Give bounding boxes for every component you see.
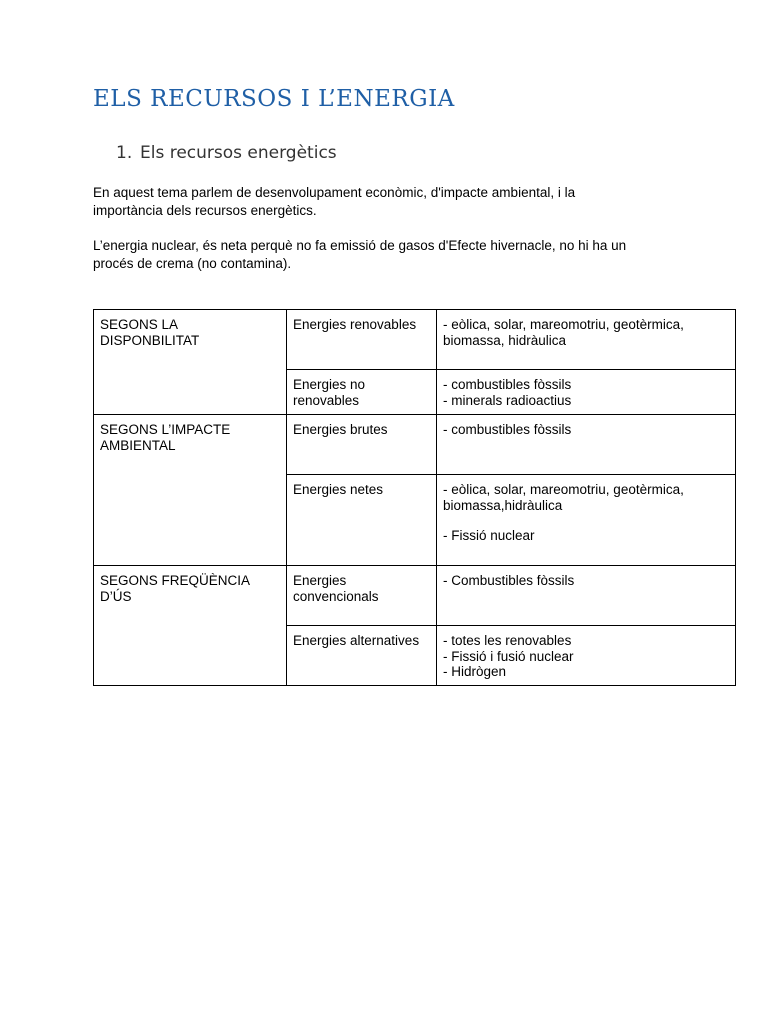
group-label-cell [94,310,287,415]
examples-cell [437,626,736,686]
energy-type-cell [287,566,437,626]
group-label-cell [94,415,287,566]
examples-cell [437,415,736,475]
group-label-line: SEGONS LA [100,317,179,332]
group-label-cell [94,566,287,686]
group-label-line: AMBIENTAL [100,437,176,453]
examples-cell [437,370,736,415]
examples-cell [437,475,736,566]
nuclear-paragraph [93,237,683,273]
example-line: - Combustibles fòssils [443,573,575,588]
energy-type-line: Energies alternatives [293,633,420,648]
example-line: - Hidrògen [443,664,507,679]
section-heading [116,143,337,163]
table-row [94,415,736,475]
example-line: - Fissió nuclear [443,528,535,543]
group-label-line: DISPONBILITAT [100,332,200,348]
energy-type-line: Energies renovables [293,317,417,332]
page-title: ELS RECURSOS I L’ENERGIA [93,86,455,112]
section-title: Els recursos energètics [140,143,337,163]
energy-type-line: Energies [293,573,347,588]
energy-type-line: renovables [293,392,360,408]
energy-type-cell [287,626,437,686]
examples-cell [437,566,736,626]
example-line: - eòlica, solar, mareomotriu, geotèrmica, [443,317,684,332]
example-line: - totes les renovables [443,633,572,648]
energy-type-cell [287,370,437,415]
energy-type-line: Energies brutes [293,422,388,437]
example-line: biomassa, hidràulica [443,332,567,348]
group-label-line: SEGONS FREQÜÈNCIA [100,573,251,588]
table-row [94,310,736,370]
paragraph-line: procés de crema (no contamina). [93,256,292,271]
energy-type-line: Energies netes [293,482,384,497]
intro-paragraph [93,184,683,220]
paragraph-line: importància dels recursos energètics. [93,203,317,218]
example-line: - minerals radioactius [443,392,572,408]
blank-line [443,513,729,528]
examples-cell [437,310,736,370]
example-line: - Fissió i fusió nuclear [443,648,574,664]
energy-type-cell [287,415,437,475]
example-line: biomassa,hidràulica [443,497,563,513]
paragraph-line: En aquest tema parlem de desenvolupament econòmic, d'impacte ambiental, i la [93,185,576,200]
example-line: - combustibles fòssils [443,422,572,437]
energy-type-line: Energies no [293,377,366,392]
group-label-line: D’ÚS [100,588,132,604]
energy-classification-table [93,309,736,686]
energy-type-line: convencionals [293,588,379,604]
section-number: 1. [116,143,133,163]
group-label-line: SEGONS L’IMPACTE [100,422,231,437]
example-line: - combustibles fòssils [443,377,572,392]
paragraph-line: L’energia nuclear, és neta perquè no fa emissió de gasos d'Efecte hivernacle, no hi ha un [93,238,627,253]
energy-type-cell [287,475,437,566]
energy-type-cell [287,310,437,370]
example-line: - eòlica, solar, mareomotriu, geotèrmica, [443,482,684,497]
table-row [94,566,736,626]
